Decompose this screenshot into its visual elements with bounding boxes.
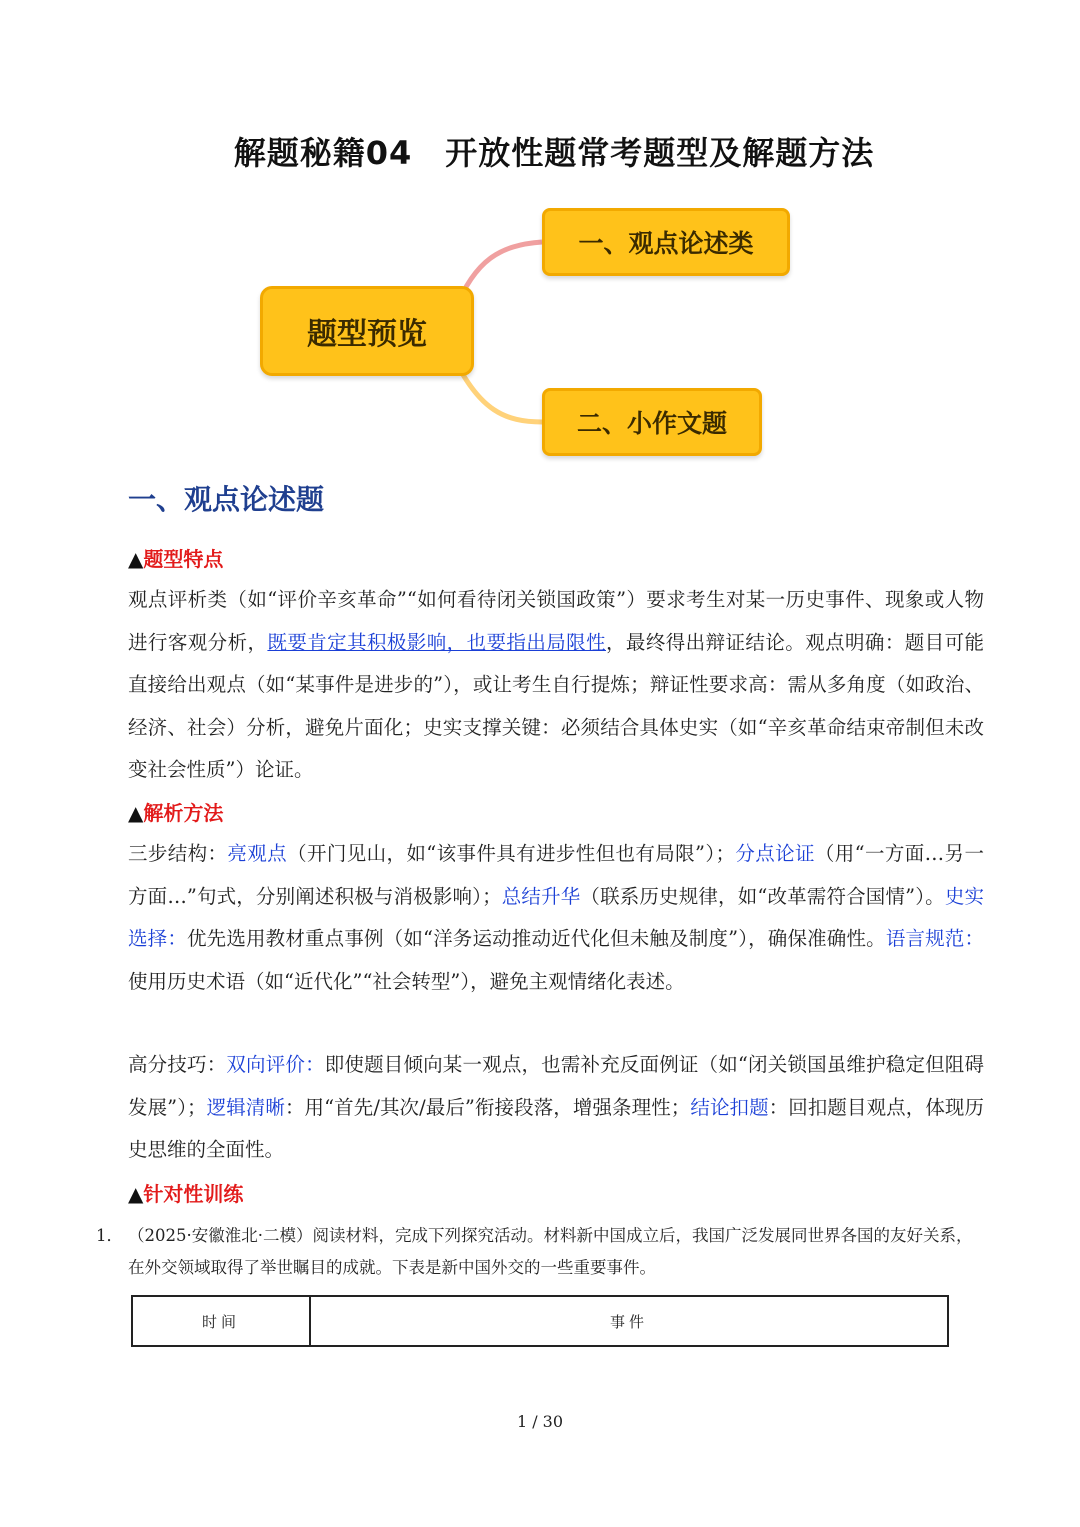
table-header-time: 时间 — [132, 1296, 310, 1346]
keyword: 语言规范： — [885, 927, 984, 950]
table-header-event: 事件 — [310, 1296, 948, 1346]
events-table — [131, 1295, 949, 1347]
subheading-features — [128, 543, 223, 572]
mindmap-branch-essay: 二、小作文题 — [542, 388, 762, 456]
table-header-row — [132, 1296, 948, 1346]
triangle-icon: ▲ — [128, 801, 144, 825]
mindmap-branch-viewpoint: 一、观点论述类 — [542, 208, 790, 276]
keyword: 逻辑清晰 — [206, 1095, 285, 1119]
subheading-method-label: 解析方法 — [143, 801, 224, 825]
text-run: 即使题目倾向某一观点，也需补充反面例证（如“闭关锁国虽维护稳定但阻碍发展”）； — [128, 1053, 984, 1119]
keyword: 分点论证 — [735, 842, 815, 865]
keyword: 总结升华 — [501, 884, 581, 908]
mindmap — [250, 200, 810, 470]
text-run: ，最终得出辩证结论。观点明确：题目可能直接给出观点（如“某事件是进步的”），或让考生自行提炼；辩证性要求高：需从多角度（如政治、经济、社会）分析，避免片面化；史实支撑关键：必须结合具体史实（如“辛亥革命结束帝制但未改变社会性质”）论证。 — [128, 630, 984, 781]
keyword: 结论扣题 — [690, 1095, 769, 1119]
triangle-icon: ▲ — [128, 547, 144, 571]
question-number: 1． — [96, 1226, 123, 1245]
paragraph-features — [128, 579, 984, 792]
mindmap-root-node: 题型预览 — [260, 286, 474, 376]
question-text: （2025·安徽淮北·二模）阅读材料，完成下列探究活动。材料新中国成立后，我国广泛发展同世界各国的友好关系，在外交领域取得了举世瞩目的成就。下表是新中国外交的一些重要事件。 — [128, 1226, 973, 1277]
subheading-method — [128, 797, 223, 826]
keyword: 双向评价： — [226, 1053, 325, 1076]
subheading-training — [128, 1178, 243, 1207]
page-number: 1 / 30 — [516, 1412, 564, 1431]
subheading-training-label: 针对性训练 — [143, 1182, 244, 1206]
subheading-features-label: 题型特点 — [143, 547, 224, 571]
text-run: ：用“首先/其次/最后”衔接段落，增强条理性； — [284, 1095, 691, 1119]
text-run: 三步结构： — [128, 842, 228, 865]
highlight-link[interactable]: 既要肯定其积极影响，也要指出局限性 — [267, 630, 606, 654]
paragraph-method — [128, 833, 984, 1003]
text-run: （联系历史规律，如“改革需符合国情”）。 — [580, 884, 945, 908]
section-heading: 一、观点论述题 — [128, 483, 325, 516]
text-run: 高分技巧： — [128, 1053, 227, 1076]
question-1 — [96, 1220, 984, 1284]
text-run: ：回扣题目观点，体现历史思维的全面性。 — [128, 1095, 984, 1161]
page-title: 解题秘籍04 开放性题常考题型及解题方法 — [233, 134, 875, 172]
paragraph-tips — [128, 1044, 984, 1172]
keyword: 史实选择： — [128, 884, 984, 950]
triangle-icon: ▲ — [128, 1182, 144, 1206]
text-run: （用“一方面…另一方面…”句式，分别阐述积极与消极影响）； — [128, 842, 984, 908]
text-run: 观点评析类（如“评价辛亥革命”“如何看待闭关锁国政策”）要求考生对某一历史事件、现象或人物进行客观分析， — [128, 588, 984, 654]
keyword: 亮观点 — [227, 842, 288, 865]
text-run: 使用历史术语（如“近代化”“社会转型”），避免主观情绪化表述。 — [128, 969, 685, 993]
text-run: 优先选用教材重点事例（如“洋务运动推动近代化但未触及制度”），确保准确性。 — [187, 927, 886, 950]
text-run: （开门见山，如“该事件具有进步性但也有局限”）； — [287, 842, 736, 865]
